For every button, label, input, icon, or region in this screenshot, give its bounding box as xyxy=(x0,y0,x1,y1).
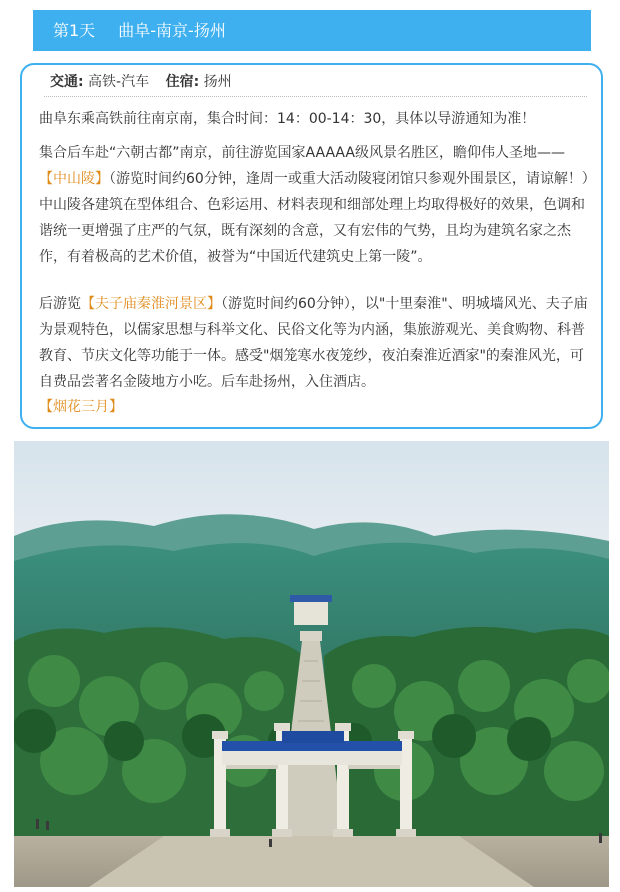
mausoleum-photo-illustration xyxy=(14,441,609,887)
transport-label: 交通: xyxy=(50,74,84,90)
divider xyxy=(44,96,587,97)
fuzimiao-highlight: 【夫子庙秦淮河景区】 xyxy=(81,296,221,312)
zhongshan-detail: （游览时间约60分钟，逢周一或重大活动陵寝闭馆只参观外围景区，请谅解！）中山陵各建筑在型体组合、色彩运用、材料表现和细部处理上均取得极好的效果，色调和谐统一更增强了庄严的气氛，既有深刻的含意，又有宏伟的气势，且均为建筑名家之杰作，有着极高的艺术价值，被誉为“中国近代建筑史上第一陵”。 xyxy=(39,171,589,265)
meeting-paragraph: 曲阜东乘高铁前往南京南，集合时间：14：00-14：30，具体以导游通知为准！ xyxy=(39,111,536,127)
itinerary-box xyxy=(20,63,603,429)
transport-row xyxy=(50,71,232,93)
mausoleum-hall xyxy=(294,599,328,625)
yanhua-highlight: 【烟花三月】 xyxy=(39,399,123,415)
transport-value: 高铁-汽车 xyxy=(83,74,150,90)
zhongshan-intro: 集合后车赴“六朝古都”南京，前往游览国家AAAAA级风景名胜区，瞻仰伟人圣地—— xyxy=(39,145,565,161)
fuzimiao-paragraph xyxy=(39,291,589,395)
zhongshan-highlight: 【中山陵】 xyxy=(39,171,109,187)
day-header xyxy=(33,10,591,51)
fuzimiao-intro: 后游览 xyxy=(39,296,81,312)
zhongshan-paragraph xyxy=(39,140,589,270)
stay-value: 扬州 xyxy=(199,74,232,90)
yanhua-paragraph xyxy=(39,394,589,420)
day-number: 第1天 xyxy=(53,21,96,40)
mausoleum-photo xyxy=(14,441,609,887)
day-route: 曲阜-南京-扬州 xyxy=(118,21,226,40)
stay-label: 住宿: xyxy=(165,74,200,90)
fuzimiao-detail: （游览时间约60分钟），以"十里秦淮"、明城墙风光、夫子庙为景观特色，以儒家思想与科举文化、民俗文化等为内涵，集旅游观光、美食购物、科普教育、节庆文化等功能于一体。感受"烟笼寒水夜笼纱，夜泊秦淮近酒家"的秦淮风光，可自费品尝著名金陵地方小吃。后车赴扬州，入住酒店。 xyxy=(39,296,588,390)
